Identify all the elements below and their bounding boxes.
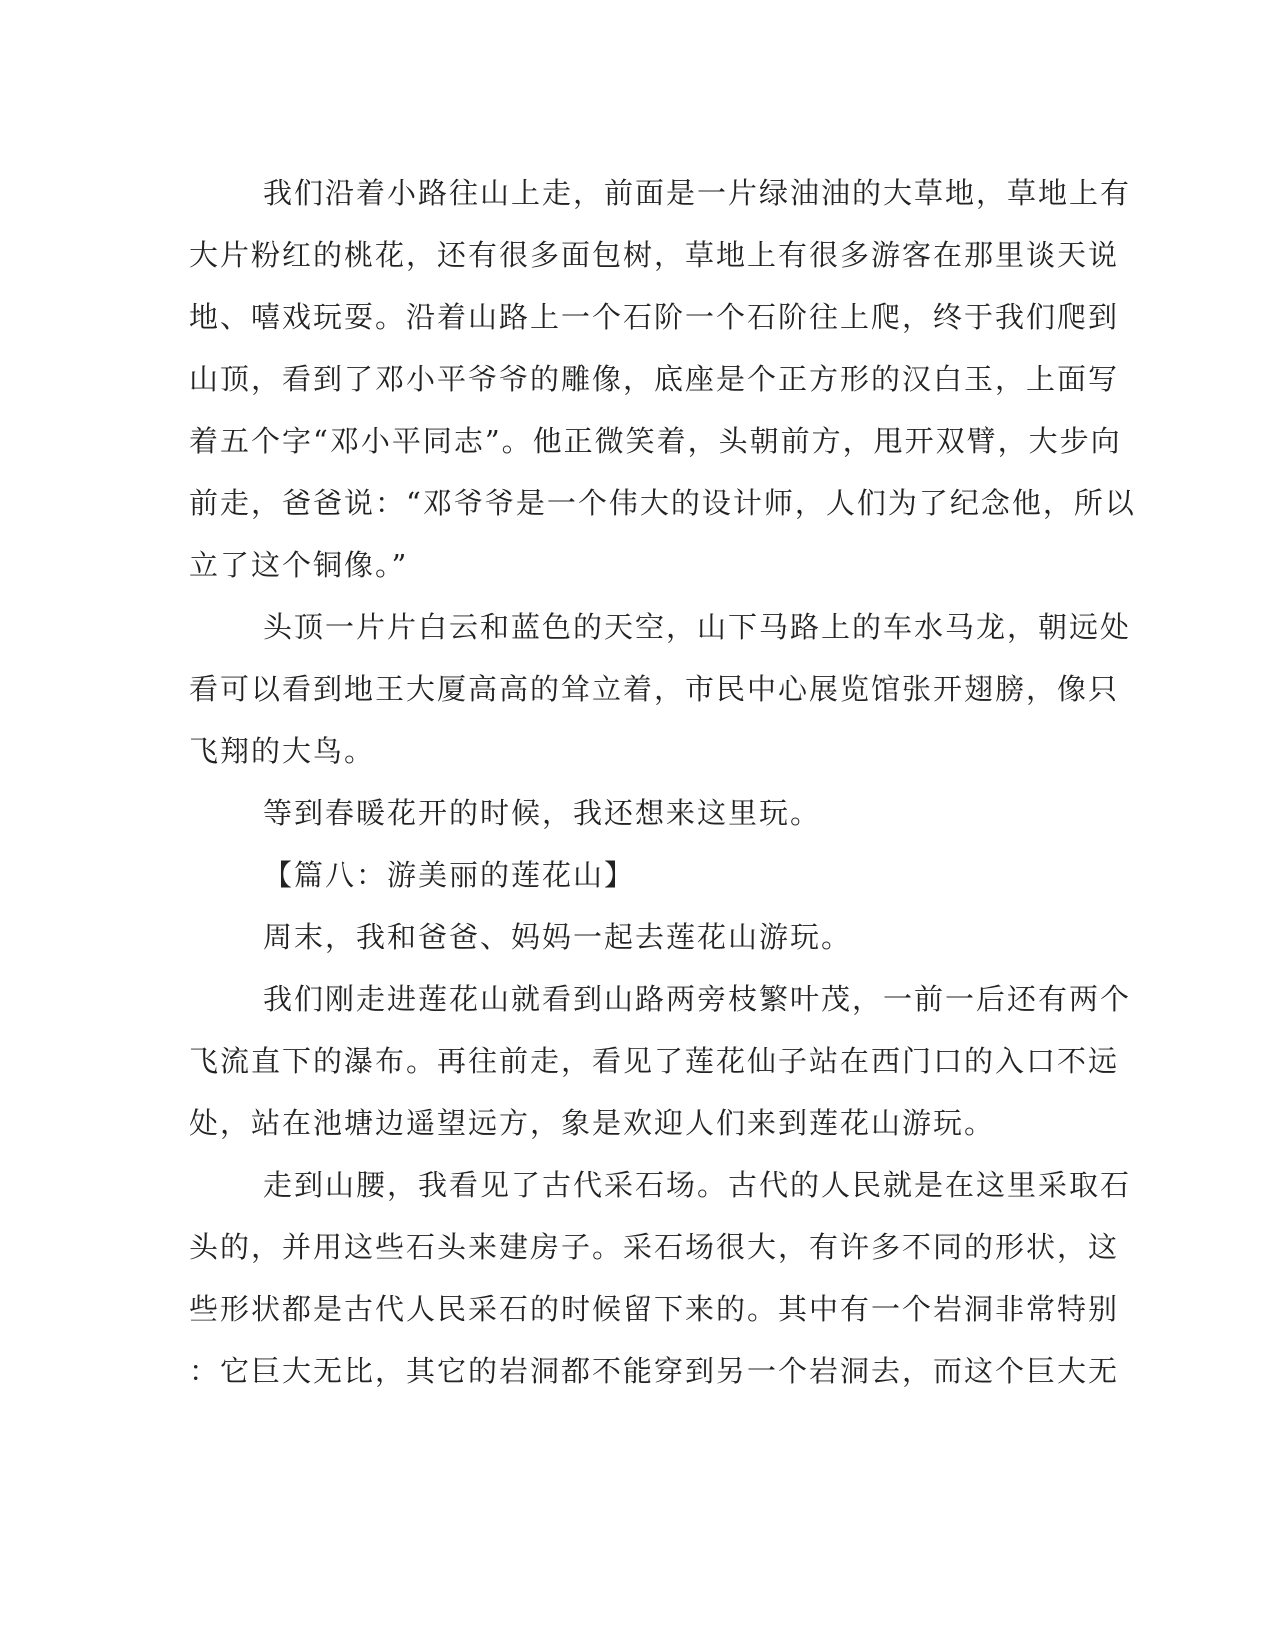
paragraph-line: 等到春暖花开的时候，我还想来这里玩。 [263,796,822,830]
paragraph-line: 看可以看到地王大厦高高的耸立着，市民中心展览馆张开翅膀，像只 [189,672,1120,706]
paragraph-line: 走到山腰，我看见了古代采石场。古代的人民就是在这里采取石 [263,1168,1132,1202]
paragraph-line: 前走，爸爸说：“邓爷爷是一个伟大的设计师，人们为了纪念他，所以 [189,486,1136,520]
paragraph-line: 大片粉红的桃花，还有很多面包树，草地上有很多游客在那里谈天说 [189,238,1120,272]
paragraph-line: 头的，并用这些石头来建房子。采石场很大，有许多不同的形状，这 [189,1230,1120,1264]
paragraph-line: 些形状都是古代人民采石的时候留下来的。其中有一个岩洞非常特别 [189,1292,1120,1326]
section-heading: 【篇八：游美丽的莲花山】 [263,858,636,892]
paragraph-line: 着五个字“邓小平同志”。他正微笑着，头朝前方，甩开双臂，大步向 [189,424,1122,458]
paragraph-line: 飞翔的大鸟。 [189,734,376,768]
paragraph-line: 山顶，看到了邓小平爷爷的雕像，底座是个正方形的汉白玉，上面写 [189,362,1120,396]
paragraph-line: 飞流直下的瀑布。再往前走，看见了莲花仙子站在西门口的入口不远 [189,1044,1120,1078]
paragraph-line: ：它巨大无比，其它的岩洞都不能穿到另一个岩洞去，而这个巨大无 [189,1354,1120,1388]
paragraph-line: 我们刚走进莲花山就看到山路两旁枝繁叶茂，一前一后还有两个 [263,982,1132,1016]
paragraph-line: 立了这个铜像。” [189,548,409,582]
paragraph-line: 处，站在池塘边遥望远方，象是欢迎人们来到莲花山游玩。 [189,1106,996,1140]
paragraph-line: 周末，我和爸爸、妈妈一起去莲花山游玩。 [263,920,853,954]
document-body [189,162,1136,1402]
paragraph-line: 头顶一片片白云和蓝色的天空，山下马路上的车水马龙，朝远处 [263,610,1132,644]
paragraph-line: 我们沿着小路往山上走，前面是一片绿油油的大草地，草地上有 [263,176,1132,210]
paragraph-line: 地、嘻戏玩耍。沿着山路上一个石阶一个石阶往上爬，终于我们爬到 [189,300,1120,334]
